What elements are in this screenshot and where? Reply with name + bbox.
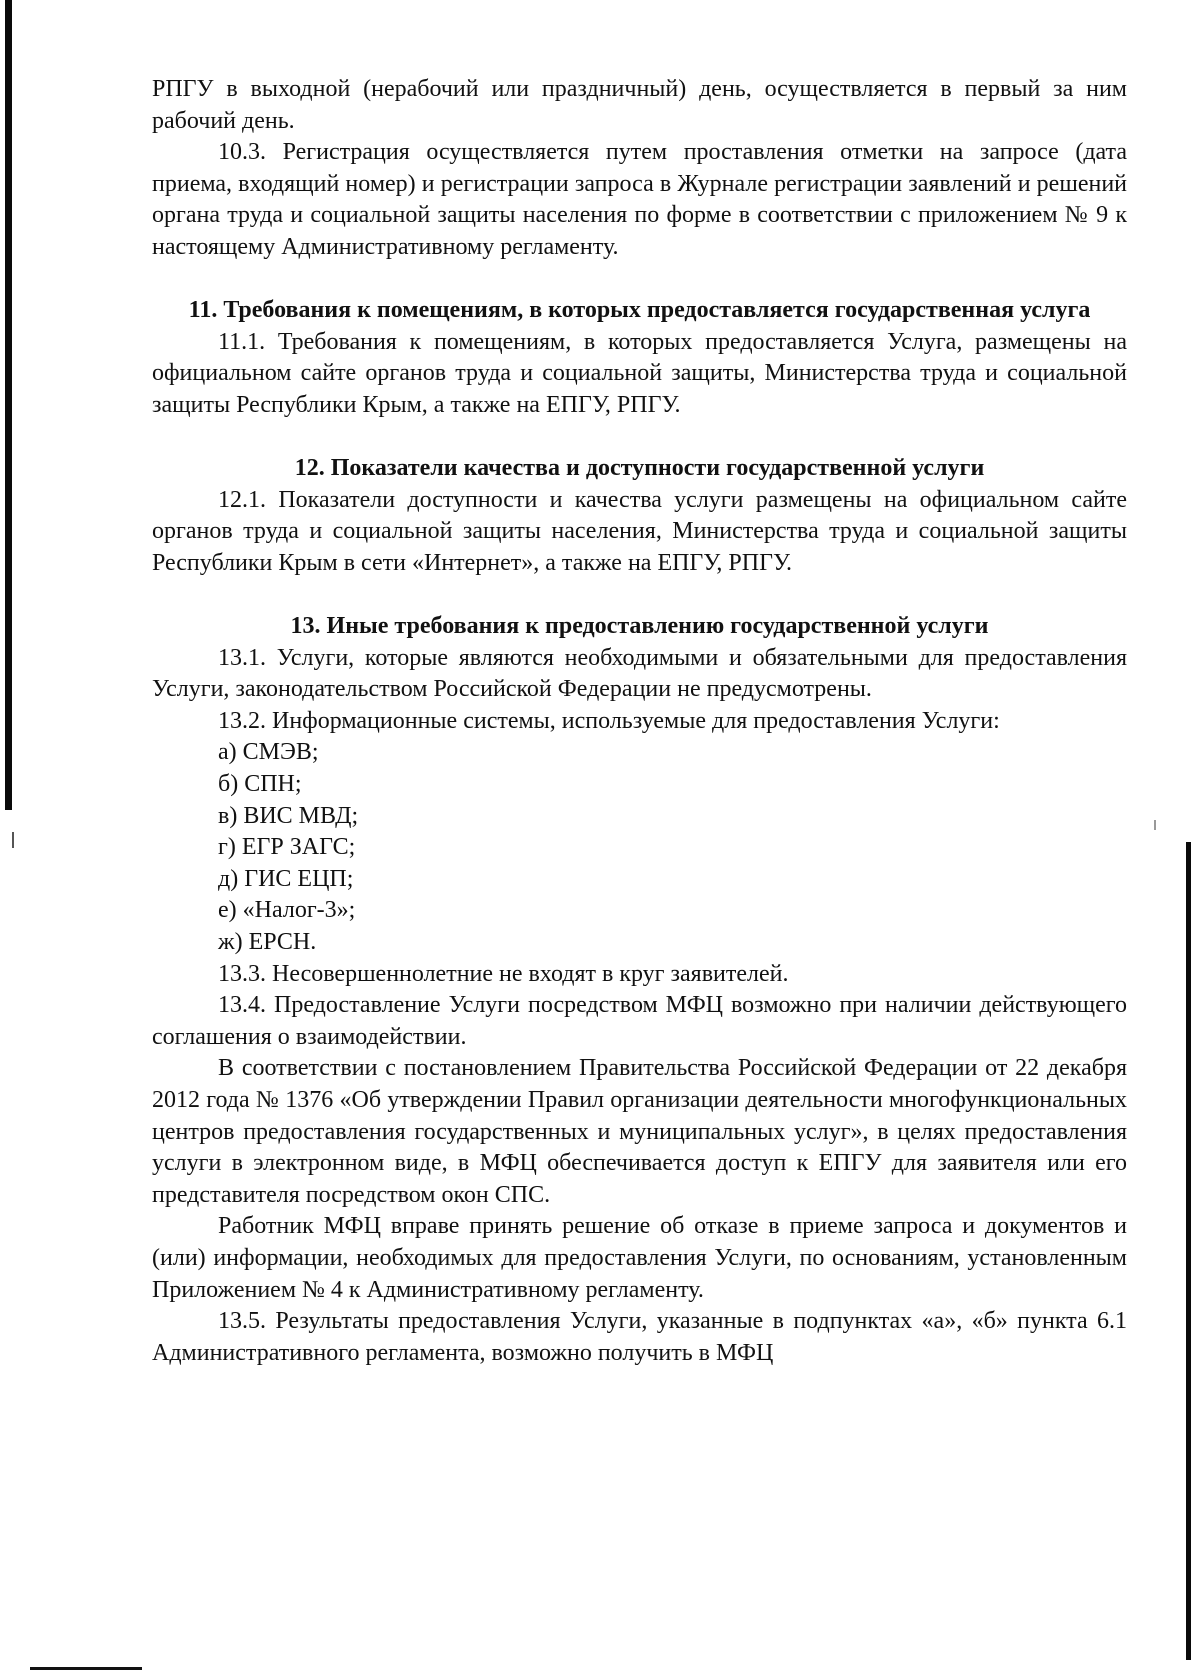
- list-item: а) СМЭВ;: [218, 739, 319, 766]
- spacer: [152, 422, 1127, 454]
- paragraph-decree: В соответствии с постановлением Правительства Российской Федерации от 22 декабря 2012 года № 1376 «Об утверждении Правил организации деятельности многофункциональных центров предоставления государственных и муниципальных услуг», в целях предоставления услуги в электронном виде, в МФЦ обеспечивается доступ к ЕПГУ для заявителя или его представителя посредством окон СПС.: [152, 1055, 1127, 1208]
- list-item: ж) ЕРСН.: [218, 929, 317, 956]
- list-item: в) ВИС МВД;: [218, 802, 359, 829]
- paragraph-13-5: 13.5. Результаты предоставления Услуги, указанные в подпунктах «а», «б» пункта 6.1 Административного регламента, возможно получить в МФЦ: [152, 1308, 1127, 1366]
- list-item: д) ГИС ЕЦП;: [218, 865, 354, 892]
- paragraph-13-3: 13.3. Несовершеннолетние не входят в круг заявителей.: [218, 960, 789, 987]
- document-page: [152, 74, 1127, 1369]
- section-13-heading: 13. Иные требования к предоставлению государственной услуги: [290, 613, 989, 640]
- list-item: е) «Налог-3»;: [218, 897, 356, 924]
- paragraph-13-4: 13.4. Предоставление Услуги посредством МФЦ возможно при наличии действующего соглашения о взаимодействии.: [152, 992, 1127, 1050]
- scan-edge-right: [1186, 842, 1191, 1660]
- scan-dot-right: [1154, 820, 1156, 830]
- paragraph-11-1: 11.1. Требования к помещениям, в которых предоставляется Услуга, размещены на официальном сайте органов труда и социальной защиты, Министерства труда и социальной защиты Республики Крым, а также на ЕПГУ, РПГУ.: [152, 328, 1127, 418]
- paragraph-continuation: РПГУ в выходной (нерабочий или праздничный) день, осуществляется в первый за ним рабочий день.: [152, 76, 1127, 134]
- scan-dash-bottom: [30, 1667, 142, 1670]
- section-11-heading: 11. Требования к помещениям, в которых предоставляется государственная услуга: [188, 297, 1091, 324]
- scan-tick-left: [12, 832, 14, 848]
- paragraph-12-1: 12.1. Показатели доступности и качества услуги размещены на официальном сайте органов труда и социальной защиты населения, Министерства труда и социальной защиты Республики Крым в сети «Интернет», а также на ЕПГУ, РПГУ.: [152, 486, 1127, 576]
- paragraph-10-3: 10.3. Регистрация осуществляется путем проставления отметки на запросе (дата приема, входящий номер) и регистрации запроса в Журнале регистрации заявлений и решений органа труда и социальной защиты населения по форме в соответствии с приложением № 9 к настоящему Административному регламенту.: [152, 139, 1127, 260]
- spacer: [152, 580, 1127, 612]
- spacer: [152, 264, 1127, 296]
- list-item: г) ЕГР ЗАГС;: [218, 834, 356, 861]
- paragraph-mfc-refusal: Работник МФЦ вправе принять решение об отказе в приеме запроса и документов и (или) информации, необходимых для предоставления Услуги, по основаниям, установленным Приложением № 4 к Административному регламенту.: [152, 1213, 1127, 1303]
- paragraph-13-2: 13.2. Информационные системы, используемые для предоставления Услуги:: [218, 707, 1000, 734]
- paragraph-13-1: 13.1. Услуги, которые являются необходимыми и обязательными для предоставления Услуги, законодательством Российской Федерации не предусмотрены.: [152, 644, 1127, 703]
- section-12-heading: 12. Показатели качества и доступности государственной услуги: [294, 455, 985, 482]
- list-item: б) СПН;: [218, 771, 302, 798]
- scan-edge-left: [5, 0, 12, 810]
